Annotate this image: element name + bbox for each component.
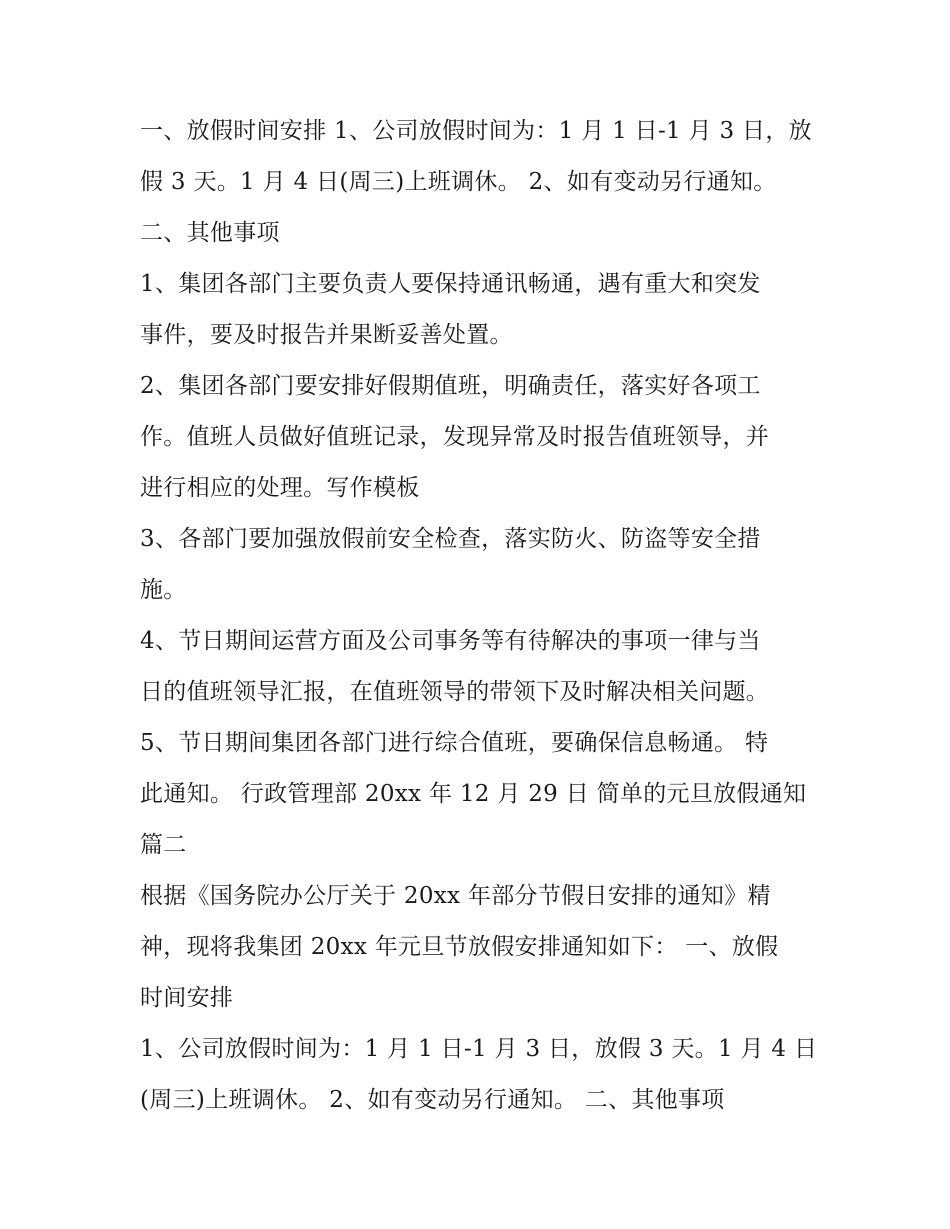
text-line: (周三)上班调休。 2、如有变动另行通知。 二、其他事项 (140, 1087, 725, 1113)
text-line: 2、集团各部门要安排好假期值班，明确责任，落实好各项工 (140, 373, 761, 399)
text-line: 此通知。 行政管理部 20xx 年 12 月 29 日 简单的元旦放假通知 (140, 781, 807, 807)
text-line: 日的值班领导汇报，在值班领导的带领下及时解决相关问题。 (140, 679, 770, 705)
text-line: 时间安排 (140, 985, 234, 1011)
section-heading: 二、其他事项 (140, 220, 280, 246)
section-heading: 篇二 (140, 832, 187, 858)
text-line: 神，现将我集团 20xx 年元旦节放假安排通知如下： 一、放假 (140, 934, 779, 960)
text-line: 事件，要及时报告并果断妥善处置。 (140, 322, 513, 348)
text-line: 5、节日期间集团各部门进行综合值班，要确保信息畅通。 特 (140, 730, 769, 756)
text-line: 1、集团各部门主要负责人要保持通讯畅通，遇有重大和突发 (140, 271, 761, 297)
text-line: 作。值班人员做好值班记录，发现异常及时报告值班领导，并 (140, 424, 770, 450)
text-line: 进行相应的处理。写作模板 (140, 475, 420, 501)
text-line: 根据《国务院办公厅关于 20xx 年部分节假日安排的通知》精 (140, 883, 771, 909)
document-body (140, 106, 820, 1126)
text-line: 1、公司放假时间为：1 月 1 日-1 月 3 日，放假 3 天。1 月 4 日 (140, 1036, 818, 1062)
text-line: 3、各部门要加强放假前安全检查，落实防火、防盗等安全措 (140, 526, 761, 552)
text-line: 施。 (140, 577, 187, 603)
text-line: 假 3 天。1 月 4 日(周三)上班调休。 2、如有变动另行通知。 (140, 169, 777, 195)
text-line: 4、节日期间运营方面及公司事务等有待解决的事项一律与当 (140, 628, 761, 654)
text-line: 一、放假时间安排 1、公司放假时间为：1 月 1 日-1 月 3 日，放 (140, 118, 812, 144)
